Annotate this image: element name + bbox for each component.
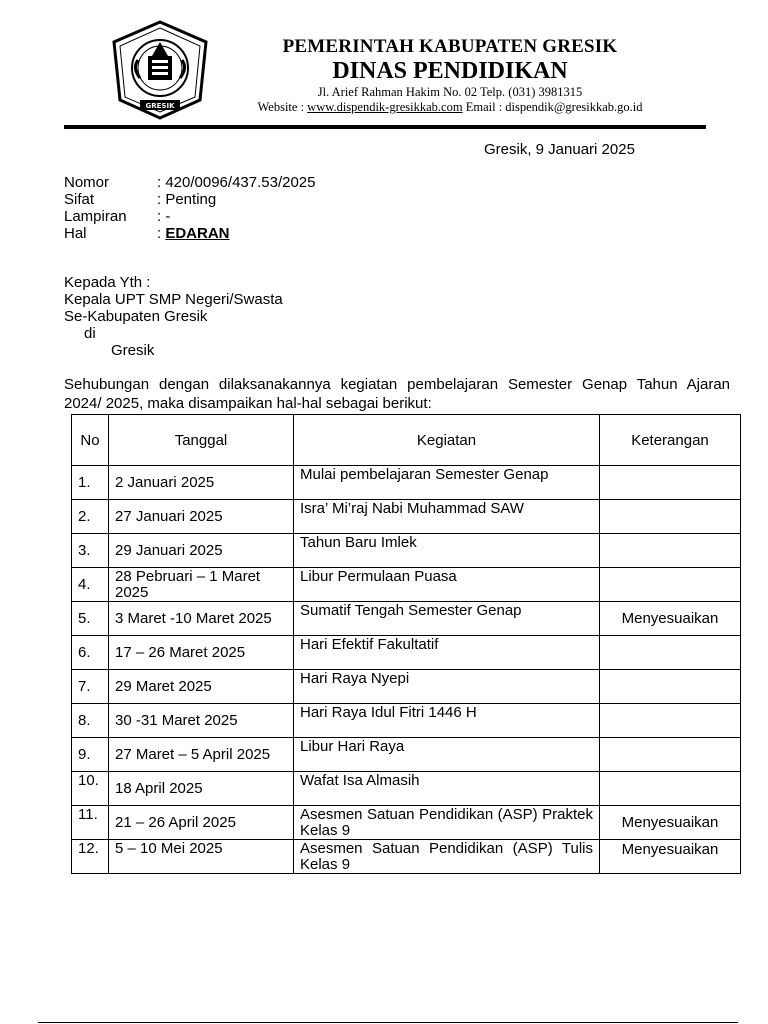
header-keterangan: Keterangan [600, 415, 741, 466]
website-link[interactable]: www.dispendik-gresikkab.com [307, 100, 463, 114]
cell-keterangan: Menyesuaikan [600, 840, 741, 874]
schedule-table [71, 414, 741, 874]
letterhead-contact [215, 100, 685, 115]
cell-no: 3. [72, 534, 109, 568]
meta-nomor: Nomor : 420/0096/437.53/2025 [64, 174, 316, 191]
email-label: Email : [462, 100, 506, 114]
cell-no: 6. [72, 636, 109, 670]
table-row [72, 466, 741, 500]
table-row [72, 500, 741, 534]
table-row [72, 534, 741, 568]
cell-keterangan [600, 738, 741, 772]
cell-no: 5. [72, 602, 109, 636]
cell-tanggal: 28 Pebruari – 1 Maret 2025 [109, 568, 294, 602]
cell-no: 10. [72, 772, 109, 806]
cell-keterangan [600, 568, 741, 602]
cell-kegiatan: Hari Efektif Fakultatif [294, 636, 600, 670]
cell-keterangan [600, 466, 741, 500]
table-row [72, 568, 741, 602]
cell-kegiatan: Asesmen Satuan Pendidikan (ASP) Tulis Kelas 9 [294, 840, 600, 874]
cell-kegiatan: Asesmen Satuan Pendidikan (ASP) Praktek Kelas 9 [294, 806, 600, 840]
logo-text: GRESIK [145, 102, 175, 110]
cell-keterangan: Menyesuaikan [600, 602, 741, 636]
table-header-row [72, 415, 741, 466]
letterhead-address: Jl. Arief Rahman Hakim No. 02 Telp. (031) 3981315 [317, 85, 583, 99]
cell-keterangan [600, 772, 741, 806]
cell-kegiatan: Hari Raya Idul Fitri 1446 H [294, 704, 600, 738]
address-region: Se-Kabupaten Gresik [64, 308, 208, 325]
letterhead-divider [64, 125, 706, 129]
table-row [72, 806, 741, 840]
cell-keterangan [600, 670, 741, 704]
meta-hal: Hal : EDARAN [64, 225, 230, 242]
meta-sifat: Sifat : Penting [64, 191, 217, 208]
cell-kegiatan: Hari Raya Nyepi [294, 670, 600, 704]
cell-tanggal: 27 Maret – 5 April 2025 [109, 738, 294, 772]
cell-kegiatan: Isra’ Mi’raj Nabi Muhammad SAW [294, 500, 600, 534]
table-row [72, 636, 741, 670]
cell-tanggal: 17 – 26 Maret 2025 [109, 636, 294, 670]
letter-date: Gresik, 9 Januari 2025 [484, 141, 635, 158]
header-kegiatan: Kegiatan [294, 415, 600, 466]
table-row [72, 704, 741, 738]
cell-tanggal: 3 Maret -10 Maret 2025 [109, 602, 294, 636]
cell-keterangan [600, 500, 741, 534]
cell-no: 11. [72, 806, 109, 840]
table-row [72, 602, 741, 636]
address-di: di [84, 325, 96, 342]
cell-tanggal: 30 -31 Maret 2025 [109, 704, 294, 738]
cell-kegiatan: Libur Hari Raya [294, 738, 600, 772]
cell-kegiatan: Wafat Isa Almasih [294, 772, 600, 806]
intro-paragraph: Sehubungan dengan dilaksanakannya kegiatan pembelajaran Semester Genap Tahun Ajaran 2024/ 2025, maka disampaikan hal-hal sebagai berikut: [64, 376, 730, 412]
table-row [72, 840, 741, 874]
cell-no: 1. [72, 466, 109, 500]
cell-kegiatan: Mulai pembelajaran Semester Genap [294, 466, 600, 500]
cell-no: 9. [72, 738, 109, 772]
cell-tanggal: 5 – 10 Mei 2025 [109, 840, 294, 874]
gresik-emblem-logo [110, 20, 210, 120]
cell-tanggal: 21 – 26 April 2025 [109, 806, 294, 840]
cell-no: 8. [72, 704, 109, 738]
cell-keterangan: Menyesuaikan [600, 806, 741, 840]
cell-no: 7. [72, 670, 109, 704]
cell-tanggal: 18 April 2025 [109, 772, 294, 806]
cell-keterangan [600, 704, 741, 738]
subject-edaran: EDARAN [165, 225, 230, 242]
table-row [72, 772, 741, 806]
header-tanggal: Tanggal [109, 415, 294, 466]
email-address: dispendik@gresikkab.go.id [505, 100, 643, 114]
cell-keterangan [600, 534, 741, 568]
letterhead-department: DINAS PENDIDIKAN [332, 58, 568, 84]
cell-no: 4. [72, 568, 109, 602]
cell-kegiatan: Tahun Baru Imlek [294, 534, 600, 568]
cell-tanggal: 29 Maret 2025 [109, 670, 294, 704]
address-salutation: Kepada Yth : [64, 274, 151, 291]
cell-keterangan [600, 636, 741, 670]
header-no: No [72, 415, 109, 466]
cell-no: 2. [72, 500, 109, 534]
cell-tanggal: 2 Januari 2025 [109, 466, 294, 500]
cell-tanggal: 29 Januari 2025 [109, 534, 294, 568]
address-recipient: Kepala UPT SMP Negeri/Swasta [64, 291, 283, 308]
table-row [72, 738, 741, 772]
page-footer-line [38, 1022, 738, 1023]
meta-lampiran: Lampiran : - [64, 208, 171, 225]
letterhead-government: PEMERINTAH KABUPATEN GRESIK [282, 36, 618, 57]
table-row [72, 670, 741, 704]
cell-tanggal: 27 Januari 2025 [109, 500, 294, 534]
cell-kegiatan: Sumatif Tengah Semester Genap [294, 602, 600, 636]
address-city: Gresik [111, 342, 155, 359]
cell-no: 12. [72, 840, 109, 874]
cell-kegiatan: Libur Permulaan Puasa [294, 568, 600, 602]
website-label: Website : [257, 100, 308, 114]
